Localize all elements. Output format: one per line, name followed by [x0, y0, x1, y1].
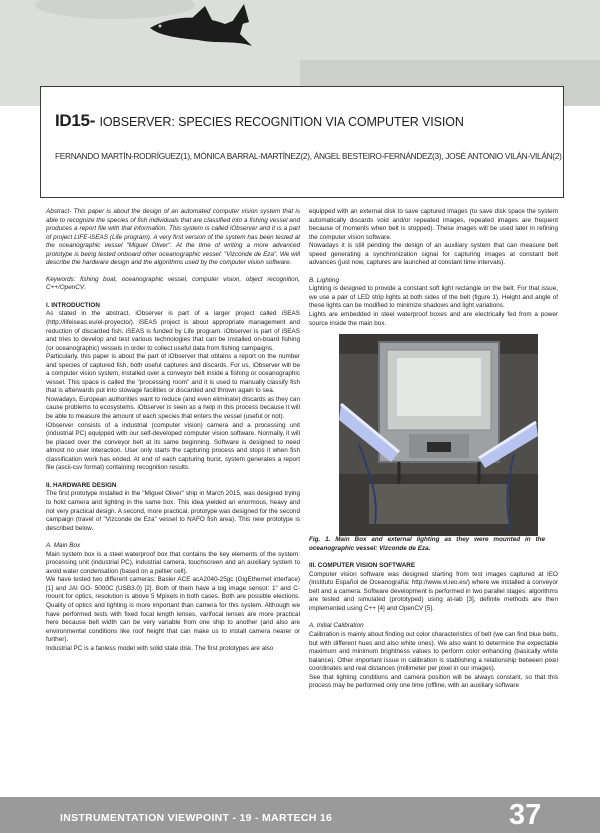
authors-line: FERNANDO MARTÍN-RODRÍGUEZ(1), MÓNICA BARRAL-MARTÍNEZ(2), ÁNGEL BESTEIRO-FERNÁNDEZ(3), JOSÉ ANTONIO VILÁN-VILÁN(2): [55, 151, 562, 161]
left-column: [46, 208, 300, 653]
mainbox-photo-icon: [339, 334, 538, 536]
figure-caption: Fig. 1. Main Box and external lighting as they were mounted in the oceanographic vessel: Vizconde de Eza.: [309, 536, 545, 552]
subsection-heading-calibration: A. Initial Calibration: [309, 622, 364, 630]
section-heading-hardware: II. HARDWARE DESIGN: [46, 481, 117, 489]
title-number: ID15-: [55, 111, 96, 130]
title-text: IOBSERVER: SPECIES RECOGNITION VIA COMPUTER VISION: [99, 115, 464, 129]
paper-title: [55, 111, 464, 131]
paragraph: We have tested two different cameras: Basler ACE acA2040-25gc (GigEthernet interface) [1] and JAI GO- 5000C (USB3.0) [2]. Both of them have a big image sensor: 1" and C-mount for optics, resolution is above 5 Mpixels in both cases. Both are possible elections. Quality of optics and lighting is more important than camera for this system. Although we have performed tests with fixed focal length lenses, varifocal lenses are more practical here because belt width can be very variable from one ship to another (and also are environmental conditions like roof height that can make us to install camera nearer or further).: [46, 576, 300, 644]
paragraph: Computer vision software was designed starting from test images captured at IEO (Instituto Español de Oceanografía: http://www.vi.ieo.es/) where we installed a conveyor belt and a camera. Software development is performed in two parallel stages: algorithms are tested and simulated (prototyped) using at-lab [3], definite methods are then implemented using C++ [4] and OpenCV [5].: [309, 570, 558, 612]
section-heading-software: III. COMPUTER VISION SOFTWARE: [309, 562, 416, 570]
paragraph: See that lighting conditions and camera position will be always constant, so that this process may be performed only one time (offline, with an auxiliary software: [309, 673, 558, 690]
right-column: [309, 208, 558, 691]
paragraph: Lights are embedded in steel waterproof boxes and are electrically fed from a power source inside the main box.: [309, 311, 558, 327]
abstract: Abstract- This paper is about the design of an automated computer vision system that is able to recognize the species of fish individuals that are classified into a fishing vessel and produces a report file with that information. This system is called iObserver and it is a part of project LIFE-iSEAS (Life program). A very first version of the system has been tested at the oceanographic vessel "Miguel Oliver". At the time of writing a more advanced prototype is being tested onboard other oceanographic vessel: "Vizconde de Eza". We will describe the hardware design and the algorithms used by the computer vision software.: [46, 208, 300, 267]
paragraph: Main system box is a steel waterproof box that contains the key elements of the system: processing unit (industrial PC), industrial camera, touchscreen and an auxiliary system to avoid water condensation (based on a peltier cell).: [46, 550, 300, 575]
title-box: [40, 86, 564, 198]
footer-bar: [0, 797, 600, 833]
paragraph: Nowadays, European authorities want to reduce (and even eliminate) discards as they can cause problems to ecosystems. iObserver is seen as a help in this process because it will be able to measure the amount of each species that enters the vessel (useful or not).: [46, 395, 300, 421]
paragraph: As stated in the abstract, iObserver is part of a larger project called iSEAS (http://lifeiseas.eu/el-proyecto/). iSEAS project is about appropriate management and reduction of discarded fish. iSEAS is funded by Life program. iObserver is part of iSEAS and tries to develop and test various technologies that can be installed on-board fishing (or oceanographic) vessels in order to collect useful data from fishing campaigns.: [46, 310, 300, 352]
figure-1-photo: [339, 334, 538, 536]
keywords: Keywords: fishing boat, oceanographic vessel, computer vision, object recognition, C++/OpenCV.: [46, 275, 300, 292]
section-heading-introduction: I. INTRODUCTION: [46, 301, 100, 309]
paragraph: Calibration is mainly about finding out color characteristics of belt (we can find blue belts, but with different hues and also white ones). We also want to determine the expectable maximum and minimum brightness values to perform color enhancing (basically white balance). Other important issue in calibration is stablishing a relationship between pixel coordinates and real distances (millimeter per pixel in our images).: [309, 631, 558, 673]
paragraph: equipped with an external disk to save captured images (to save disk space the system automatically discards void and/or repeated images, repeated images are frequent because of moments when belt is stopped). These images will be used later in refining the computer vision software.: [309, 208, 558, 241]
paragraph: Particularly, this paper is about the part of iObserver that obtains a report on the number and species of captured fish, both useful captures and discards. For us, iObserver will be a computer vision system, installed over a conveyor belt inside a fishing or oceanographic vessel. This space is called the "processing room" and it is used to manually classify fish that is afterwards put into stowage facilities or discarded and thrown again to sea.: [46, 353, 300, 395]
paragraph: The first prototype installed in the "Miguel Oliver" ship in March 2015, was designed trying to hold camera and lighting in the same box. This idea yielded an enormous, heavy and not very practical design. A second, more practical, prototype was designed for the second campaign (travel of "Vizconde de Eza" vessel to NAFO fish area). This new prototype is described below.: [46, 490, 300, 532]
paragraph: Lighting is designed to provide a constant soft light rectangle on the belt. For that issue, we use a pair of LED strip lights at both sides of the belt (figure 1). Height and angle of these lights can be modified to minimize shadows and light variations.: [309, 285, 558, 310]
footer-text: INSTRUMENTATION VIEWPOINT - 19 - MARTECH 16: [60, 812, 333, 824]
paragraph: Industrial PC is a fanless model with solid state disk. The first prototypes are also: [46, 644, 274, 652]
page-number: 37: [509, 799, 542, 831]
paragraph: iObserver consists of a industrial (computer vision) camera and a processing unit (industrial PC) equipped with our self-developed computer vision software. Normally, it will be placed over the conveyor belt at its same beginning. Software is designed to need almost no user interaction. User only starts the capturing process and stops it when fish classification work has ended. At end of each capturing burst, system generates a report file (ascii-csv format) containing recognition results.: [46, 421, 300, 472]
paragraph: Nowadays it is still pending the design of an auxiliary system that can measure belt speed generating a synchronization signal for capturing images at constant belt advances (just now, captures are launched at constant time intervals).: [309, 242, 558, 267]
subsection-heading-lighting: B. Lighting: [309, 276, 339, 284]
subsection-heading-main-box: A. Main Box: [46, 542, 81, 550]
